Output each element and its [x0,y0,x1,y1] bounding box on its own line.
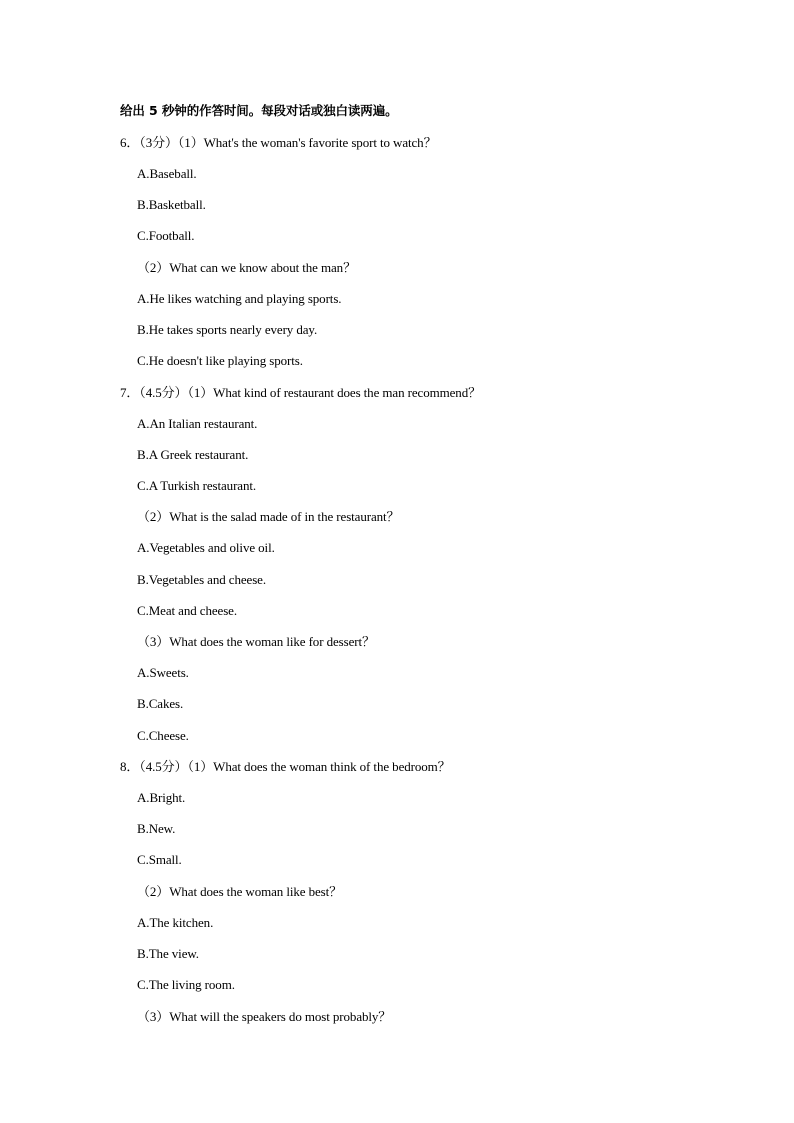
question-7-2: （2）What is the salad made of in the restaurant？ [137,509,400,524]
q6-1-option-a: A.Baseball. [137,166,197,181]
q8-2-option-c: C.The living room. [137,977,235,992]
q8-1-option-c: C.Small. [137,852,182,867]
question-7-3: （3）What does the woman like for dessert？ [137,634,375,649]
q6-1-option-b: B.Basketball. [137,197,206,212]
q7-3-option-a: A.Sweets. [137,665,189,680]
q7-3-option-b: B.Cakes. [137,696,184,711]
question-6: 6．（3分）（1）What's the woman's favorite sport to watch？ [120,135,437,150]
q7-3-option-c: C.Cheese. [137,728,189,743]
q6-2-option-c: C.He doesn't like playing sports. [137,353,303,368]
q6-2-option-a: A.He likes watching and playing sports. [137,291,342,306]
instruction-text: 给出 5 秒钟的作答时间。每段对话或独白读两遍。 [120,103,398,118]
question-6-2: （2）What can we know about the man？ [137,260,356,275]
question-8-2: （2）What does the woman like best？ [137,884,343,899]
question-8-3: （3）What will the speakers do most probably？ [137,1009,392,1024]
q8-1-option-b: B.New. [137,821,176,836]
q7-2-option-b: B.Vegetables and cheese. [137,572,266,587]
q8-1-option-a: A.Bright. [137,790,186,805]
q7-2-option-c: C.Meat and cheese. [137,603,237,618]
q8-2-option-b: B.The view. [137,946,199,961]
q6-1-option-c: C.Football. [137,228,195,243]
q7-2-option-a: A.Vegetables and olive oil. [137,540,275,555]
q8-2-option-a: A.The kitchen. [137,915,214,930]
q7-1-option-c: C.A Turkish restaurant. [137,478,257,493]
question-8: 8．（4.5分）（1）What does the woman think of the bedroom？ [120,759,451,774]
question-7: 7．（4.5分）（1）What kind of restaurant does the man recommend？ [120,385,481,400]
q7-1-option-b: B.A Greek restaurant. [137,447,249,462]
q7-1-option-a: A.An Italian restaurant. [137,416,258,431]
q6-2-option-b: B.He takes sports nearly every day. [137,322,318,337]
